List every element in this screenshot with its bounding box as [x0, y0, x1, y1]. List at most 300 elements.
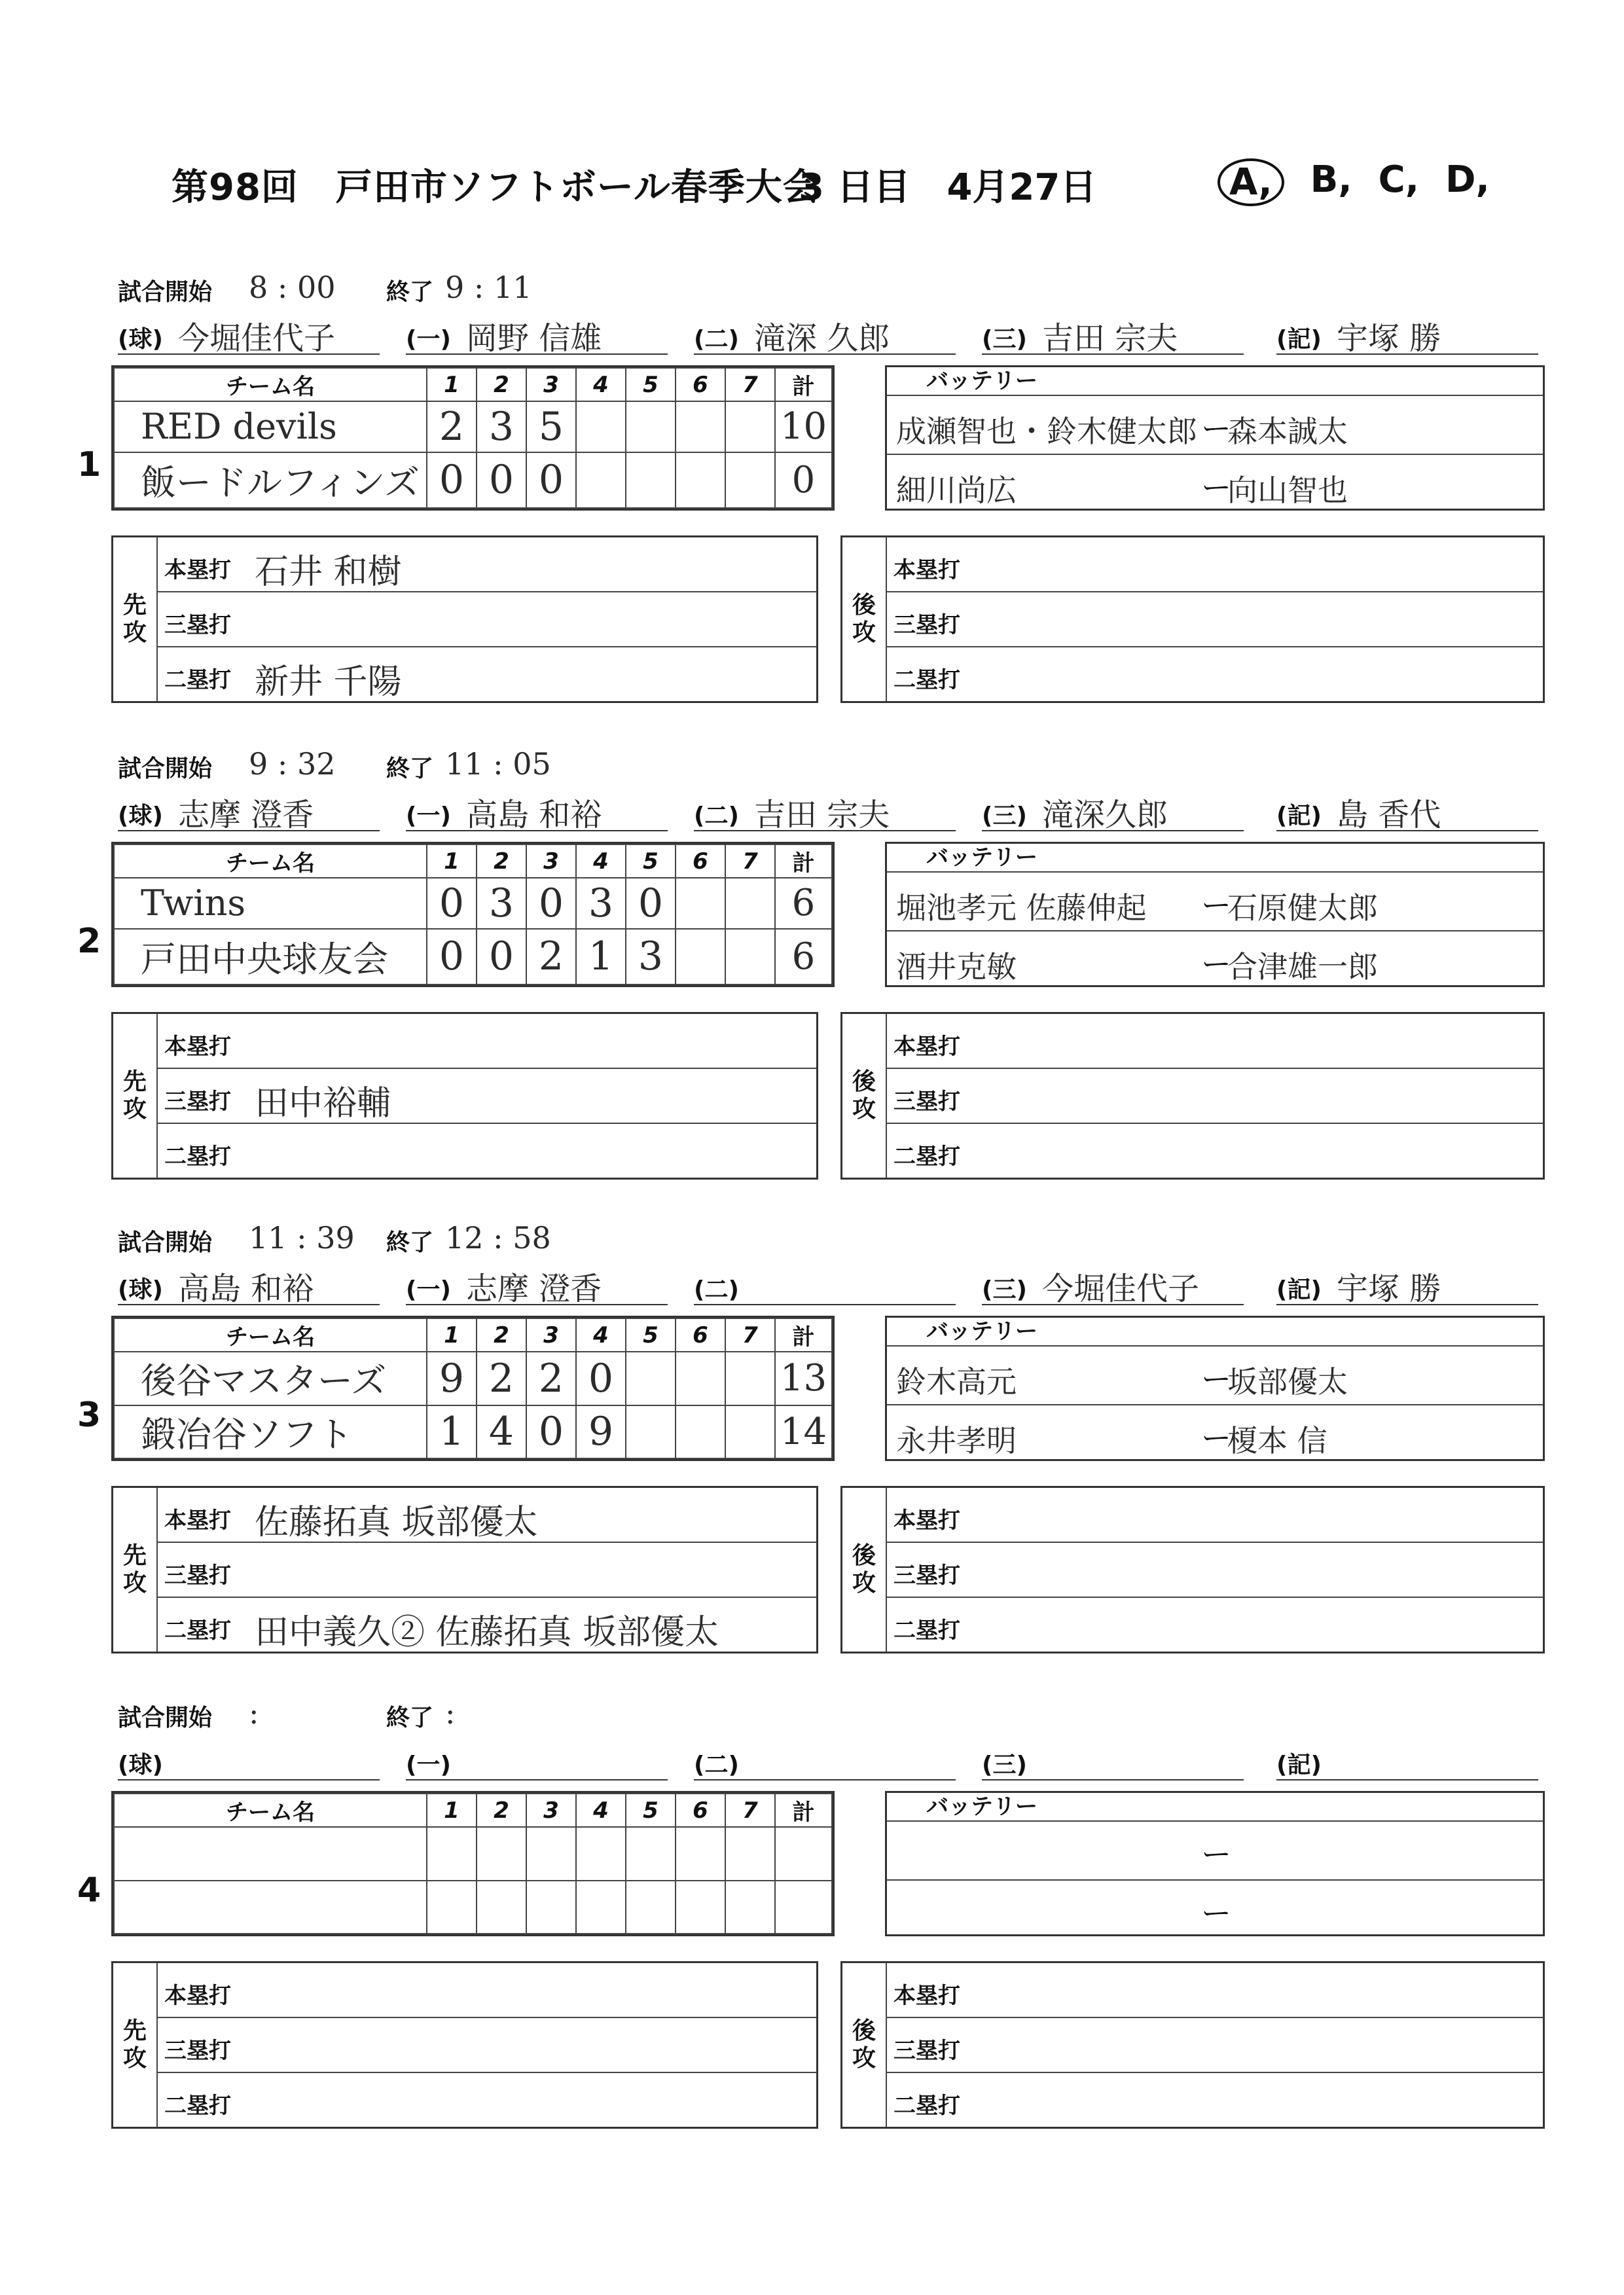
- umpire-third-label: (三): [982, 1276, 1027, 1303]
- scoreboard-table: [113, 367, 833, 509]
- second-attack-label: [842, 1014, 887, 1178]
- inning-score: [725, 878, 775, 929]
- double-row: [886, 1124, 1543, 1179]
- home-run-label: 本塁打: [164, 1983, 231, 2009]
- second-attack-hits-box: [840, 1012, 1545, 1180]
- inning-score: 1: [427, 1405, 477, 1459]
- hits-rows: [886, 1488, 1543, 1652]
- umpire-ball-label: (球): [118, 1276, 163, 1303]
- umpire-ball: [118, 1739, 380, 1780]
- header: [0, 152, 1624, 211]
- second-attack-label-char: 攻: [852, 2045, 876, 2072]
- umpire-first: [406, 789, 668, 831]
- scoreboard-header: [114, 1318, 832, 1352]
- triple-row: [886, 592, 1543, 647]
- inning-score: 0: [526, 878, 576, 929]
- catcher-names: 坂部優太: [1227, 1364, 1348, 1400]
- inning-score: 1: [576, 929, 626, 985]
- scoreboard: [111, 842, 835, 987]
- pitcher-names: 成瀬智也・鈴木健太郎: [896, 414, 1197, 449]
- second-attack-label-char: 攻: [852, 1096, 876, 1123]
- scoreboard-table: [113, 1793, 833, 1934]
- umpire-second: [694, 1263, 956, 1305]
- second-attack-hits-box: [840, 535, 1545, 703]
- umpire-first: [406, 1263, 668, 1305]
- hits-rows: [156, 1963, 816, 2127]
- umpire-record-label: (記): [1276, 803, 1322, 829]
- umpire-third-name: 吉田 宗夫: [1042, 320, 1178, 357]
- battery-dash: ー: [1201, 1420, 1231, 1456]
- inning-score: 9: [427, 1352, 477, 1405]
- team-name: 戸田中央球友会: [114, 929, 427, 985]
- umpire-second-name: 滝深 久郎: [754, 320, 890, 357]
- triple-label: 三塁打: [164, 612, 231, 638]
- total-score: 10: [775, 401, 832, 452]
- inning-header: 4: [576, 368, 626, 401]
- umpire-row: [118, 1263, 1538, 1305]
- pitcher-names: 堀池孝元 佐藤伸起: [896, 890, 1147, 926]
- team-name: [114, 1827, 427, 1881]
- total-header: 計: [775, 1318, 832, 1352]
- triple-row: [156, 592, 816, 647]
- inning-header: 1: [427, 1794, 477, 1827]
- scoreboard-header: [114, 368, 832, 401]
- umpire-record: [1276, 1739, 1538, 1780]
- first-attack-label-char: 攻: [122, 1096, 147, 1123]
- triple-row: [886, 1543, 1543, 1598]
- inning-score: [626, 1405, 676, 1459]
- inning-header: 2: [477, 844, 526, 878]
- inning-score: 2: [526, 1352, 576, 1405]
- total-score: 13: [775, 1352, 832, 1405]
- inning-score: 0: [576, 1352, 626, 1405]
- umpire-third: [982, 789, 1244, 831]
- battery-row: [887, 1822, 1543, 1881]
- double-players: 田中義久② 佐藤拓真 坂部優太: [255, 1613, 719, 1652]
- division-b: B,: [1310, 158, 1352, 201]
- end-time: :: [445, 1695, 456, 1731]
- team-row: [114, 1352, 832, 1405]
- home-run-row: [156, 1963, 816, 2018]
- page-title: 第98回 戸田市ソフトボール春季大会: [171, 166, 820, 209]
- home-run-label: 本塁打: [164, 1508, 231, 1534]
- umpire-ball-name: 高島 和裕: [178, 1271, 314, 1307]
- catcher-names: 石原健太郎: [1227, 890, 1378, 926]
- umpire-second: [694, 789, 956, 831]
- inning-score: 0: [427, 929, 477, 985]
- start-time: 11 : 39: [249, 1220, 355, 1256]
- inning-score: [477, 1881, 526, 1934]
- catcher-names: 合津雄一郎: [1227, 949, 1378, 985]
- triple-row: [156, 2018, 816, 2073]
- triple-row: [156, 1069, 816, 1124]
- scoreboard-header: [114, 1794, 832, 1827]
- home-run-label: 本塁打: [164, 557, 231, 583]
- umpire-second: [694, 313, 956, 355]
- umpire-first-name: 高島 和裕: [466, 797, 602, 833]
- inning-header: 3: [526, 1794, 576, 1827]
- double-row: [886, 647, 1543, 702]
- triple-row: [886, 2018, 1543, 2073]
- double-row: [886, 2073, 1543, 2128]
- umpire-third-name: 滝深久郎: [1042, 797, 1168, 833]
- total-header: 計: [775, 1794, 832, 1827]
- inning-score: [676, 1827, 725, 1881]
- inning-score: 0: [427, 878, 477, 929]
- double-row: [156, 1598, 816, 1653]
- umpire-first-label: (一): [406, 803, 451, 829]
- home-run-label: 本塁打: [893, 1983, 960, 2009]
- inning-score: 0: [477, 929, 526, 985]
- double-label: 二塁打: [893, 2093, 960, 2119]
- inning-score: [626, 1827, 676, 1881]
- second-attack-hits-box: [840, 1486, 1545, 1653]
- second-attack-label: [842, 537, 887, 701]
- umpire-first-name: 志摩 澄香: [466, 1271, 602, 1307]
- first-attack-label: [113, 537, 158, 701]
- second-attack-label-char: 攻: [852, 1570, 876, 1597]
- inning-header: 5: [626, 368, 676, 401]
- inning-score: 3: [477, 878, 526, 929]
- umpire-row: [118, 313, 1538, 355]
- umpire-row: [118, 789, 1538, 831]
- inning-score: 4: [477, 1405, 526, 1459]
- end-label: 終了: [386, 755, 434, 782]
- inning-score: [676, 401, 725, 452]
- start-time: 9 : 32: [249, 746, 336, 782]
- umpire-second-name: 吉田 宗夫: [754, 797, 890, 833]
- inning-header: 3: [526, 368, 576, 401]
- home-run-label: 本塁打: [164, 1034, 231, 1060]
- first-attack-label-char: 先: [122, 592, 147, 619]
- double-row: [886, 1598, 1543, 1653]
- umpire-record-label: (記): [1276, 1276, 1322, 1303]
- catcher-names: 榎本 信: [1227, 1423, 1327, 1458]
- team-row: [114, 1405, 832, 1459]
- hits-rows: [886, 1963, 1543, 2127]
- game-block: [0, 1694, 1624, 2165]
- scoreboard: [111, 365, 835, 511]
- battery-dash: ー: [1201, 1837, 1231, 1872]
- double-label: 二塁打: [164, 667, 231, 693]
- umpire-third: [982, 313, 1244, 355]
- umpire-record-name: 島 香代: [1337, 797, 1441, 833]
- team-row: [114, 452, 832, 508]
- inning-header: 6: [676, 844, 725, 878]
- umpire-second: [694, 1739, 956, 1780]
- inning-score: [626, 401, 676, 452]
- battery-row: [887, 1405, 1543, 1463]
- inning-header: 2: [477, 368, 526, 401]
- umpire-third-label: (三): [982, 1752, 1027, 1779]
- scoreboard-table: [113, 1318, 833, 1459]
- first-attack-hits-box: [111, 1486, 818, 1653]
- start-label: 試合開始: [118, 755, 213, 782]
- team-row: [114, 1827, 832, 1881]
- pitcher-names: 酒井克敏: [896, 949, 1017, 985]
- inning-header: 4: [576, 1794, 626, 1827]
- inning-score: 9: [576, 1405, 626, 1459]
- umpire-second-label: (二): [694, 803, 739, 829]
- inning-score: [676, 929, 725, 985]
- umpire-record: [1276, 789, 1538, 831]
- inning-score: [626, 1352, 676, 1405]
- umpire-record-label: (記): [1276, 1752, 1322, 1779]
- first-attack-hits-box: [111, 1961, 818, 2129]
- battery-dash: ー: [1201, 1896, 1231, 1931]
- end-label: 終了: [386, 1229, 434, 1256]
- home-run-row: [886, 1014, 1543, 1069]
- triple-label: 三塁打: [893, 1089, 960, 1115]
- first-attack-label: [113, 1488, 158, 1652]
- home-run-row: [156, 537, 816, 592]
- inning-score: [725, 452, 775, 508]
- first-attack-label-char: 攻: [122, 2045, 147, 2072]
- game-block: [0, 745, 1624, 1216]
- inning-score: [725, 1405, 775, 1459]
- battery-box: [885, 1316, 1545, 1461]
- inning-score: [676, 1352, 725, 1405]
- inning-score: 0: [526, 452, 576, 508]
- first-attack-label-char: 先: [122, 1068, 147, 1095]
- inning-header: 1: [427, 844, 477, 878]
- umpire-row: [118, 1739, 1538, 1780]
- scoreboard: [111, 1316, 835, 1461]
- double-label: 二塁打: [893, 1617, 960, 1644]
- first-attack-hits-box: [111, 535, 818, 703]
- umpire-third: [982, 1263, 1244, 1305]
- inning-score: 2: [526, 929, 576, 985]
- home-run-label: 本塁打: [893, 1508, 960, 1534]
- first-attack-hits-box: [111, 1012, 818, 1180]
- inning-score: [725, 1881, 775, 1934]
- second-attack-label-char: 後: [852, 1068, 876, 1095]
- umpire-record: [1276, 313, 1538, 355]
- inning-score: 5: [526, 401, 576, 452]
- double-row: [156, 2073, 816, 2128]
- umpire-first-name: 岡野 信雄: [466, 320, 602, 357]
- start-time: 8 : 00: [249, 270, 336, 305]
- battery-dash: ー: [1201, 888, 1231, 923]
- inning-header: 7: [725, 368, 775, 401]
- battery-dash: ー: [1201, 470, 1231, 505]
- umpire-first-label: (一): [406, 1276, 451, 1303]
- start-label: 試合開始: [118, 279, 213, 306]
- team-name: Twins: [114, 878, 427, 929]
- double-label: 二塁打: [164, 1617, 231, 1644]
- total-score: 14: [775, 1405, 832, 1459]
- double-label: 二塁打: [893, 1144, 960, 1170]
- inning-header: 1: [427, 1318, 477, 1352]
- team-name: 後谷マスターズ: [114, 1352, 427, 1405]
- pitcher-names: 細川尚広: [896, 473, 1017, 508]
- game-block: [0, 268, 1624, 740]
- hits-rows: [886, 1014, 1543, 1178]
- battery-row: [887, 931, 1543, 989]
- pitcher-names: 永井孝明: [896, 1423, 1017, 1458]
- double-row: [156, 647, 816, 702]
- inning-score: [676, 1405, 725, 1459]
- total-score: [775, 1881, 832, 1934]
- inning-score: [676, 1881, 725, 1934]
- inning-score: [676, 452, 725, 508]
- inning-score: 3: [626, 929, 676, 985]
- inning-header: 5: [626, 1318, 676, 1352]
- team-row: [114, 878, 832, 929]
- division-a: A,: [1218, 158, 1284, 206]
- triple-players: 田中裕輔: [255, 1084, 391, 1123]
- inning-score: [725, 929, 775, 985]
- team-name-header: チーム名: [114, 368, 427, 401]
- umpire-second-label: (二): [694, 326, 739, 353]
- umpire-record-label: (記): [1276, 326, 1322, 353]
- inning-score: 0: [526, 1405, 576, 1459]
- double-players: 新井 千陽: [255, 662, 402, 702]
- inning-header: 3: [526, 1318, 576, 1352]
- end-label: 終了: [386, 279, 434, 306]
- umpire-ball: [118, 313, 380, 355]
- inning-header: 7: [725, 1318, 775, 1352]
- start-label: 試合開始: [118, 1229, 213, 1256]
- inning-score: [626, 1881, 676, 1934]
- total-header: 計: [775, 844, 832, 878]
- inning-score: 2: [477, 1352, 526, 1405]
- inning-score: [427, 1827, 477, 1881]
- inning-header: 3: [526, 844, 576, 878]
- battery-row: [887, 1346, 1543, 1405]
- inning-score: [526, 1881, 576, 1934]
- battery-row: [887, 873, 1543, 931]
- first-attack-label-char: 攻: [122, 619, 147, 646]
- total-score: 6: [775, 929, 832, 985]
- battery-row: [887, 1881, 1543, 1938]
- first-attack-label: [113, 1014, 158, 1178]
- umpire-ball-name: 今堀佳代子: [178, 320, 336, 357]
- scoreboard: [111, 1791, 835, 1936]
- inning-score: [526, 1827, 576, 1881]
- triple-label: 三塁打: [164, 1563, 231, 1589]
- triple-label: 三塁打: [893, 612, 960, 638]
- start-time: :: [249, 1695, 259, 1731]
- hits-rows: [156, 537, 816, 701]
- battery-box: [885, 365, 1545, 511]
- start-label: 試合開始: [118, 1705, 213, 1731]
- inning-score: 3: [576, 878, 626, 929]
- end-time: 9 : 11: [445, 270, 532, 305]
- battery-dash: ー: [1201, 947, 1231, 982]
- umpire-ball-label: (球): [118, 1752, 163, 1779]
- second-attack-label-char: 後: [852, 2017, 876, 2044]
- second-attack-label-char: 後: [852, 1542, 876, 1569]
- inning-header: 2: [477, 1794, 526, 1827]
- hits-rows: [156, 1014, 816, 1178]
- umpire-ball: [118, 789, 380, 831]
- battery-row: [887, 455, 1543, 513]
- double-label: 二塁打: [164, 2093, 231, 2119]
- inning-header: 6: [676, 368, 725, 401]
- umpire-third: [982, 1739, 1244, 1780]
- inning-score: [576, 1881, 626, 1934]
- home-run-players: 佐藤拓真 坂部優太: [255, 1503, 538, 1542]
- inning-score: 3: [477, 401, 526, 452]
- double-label: 二塁打: [164, 1144, 231, 1170]
- inning-score: 0: [477, 452, 526, 508]
- team-row: [114, 929, 832, 985]
- battery-box: [885, 1791, 1545, 1936]
- team-name: RED devils: [114, 401, 427, 452]
- battery-row: [887, 396, 1543, 455]
- umpire-second-label: (二): [694, 1752, 739, 1779]
- game-number: 3: [77, 1396, 101, 1435]
- second-attack-label-char: 後: [852, 592, 876, 619]
- inning-header: 7: [725, 1794, 775, 1827]
- umpire-ball: [118, 1263, 380, 1305]
- inning-header: 1: [427, 368, 477, 401]
- umpire-record: [1276, 1263, 1538, 1305]
- battery-box: [885, 842, 1545, 987]
- triple-row: [156, 1543, 816, 1598]
- catcher-names: 向山智也: [1227, 473, 1348, 508]
- day-date: 3 日目 4月27日: [799, 166, 1097, 209]
- catcher-names: 森本誠太: [1227, 414, 1348, 449]
- inning-score: [725, 1827, 775, 1881]
- first-attack-label-char: 先: [122, 2017, 147, 2044]
- inning-header: 2: [477, 1318, 526, 1352]
- first-attack-label-char: 先: [122, 1542, 147, 1569]
- inning-header: 7: [725, 844, 775, 878]
- first-attack-label: [113, 1963, 158, 2127]
- inning-header: 6: [676, 1318, 725, 1352]
- umpire-first: [406, 1739, 668, 1780]
- triple-label: 三塁打: [164, 1089, 231, 1115]
- total-score: 6: [775, 878, 832, 929]
- triple-label: 三塁打: [893, 1563, 960, 1589]
- division-d: D,: [1445, 158, 1490, 201]
- umpire-ball-label: (球): [118, 803, 163, 829]
- umpire-ball-label: (球): [118, 326, 163, 353]
- scoreboard-table: [113, 844, 833, 985]
- total-score: [775, 1827, 832, 1881]
- battery-header: バッテリー: [887, 367, 1543, 396]
- second-attack-label: [842, 1488, 887, 1652]
- team-name: [114, 1881, 427, 1934]
- inning-score: [576, 452, 626, 508]
- inning-score: [576, 1827, 626, 1881]
- team-name-header: チーム名: [114, 1794, 427, 1827]
- second-attack-label-char: 攻: [852, 619, 876, 646]
- hits-rows: [886, 537, 1543, 701]
- team-name-header: チーム名: [114, 1318, 427, 1352]
- umpire-first-label: (一): [406, 1752, 451, 1779]
- inning-score: [676, 878, 725, 929]
- battery-dash: ー: [1201, 411, 1231, 446]
- umpire-ball-name: 志摩 澄香: [178, 797, 314, 833]
- battery-header: バッテリー: [887, 844, 1543, 873]
- inning-header: 4: [576, 1318, 626, 1352]
- inning-score: [576, 401, 626, 452]
- umpire-third-name: 今堀佳代子: [1042, 1271, 1200, 1307]
- total-score: 0: [775, 452, 832, 508]
- team-row: [114, 1881, 832, 1934]
- double-row: [156, 1124, 816, 1179]
- inning-header: 4: [576, 844, 626, 878]
- inning-score: 2: [427, 401, 477, 452]
- battery-header: バッテリー: [887, 1318, 1543, 1346]
- home-run-players: 石井 和樹: [255, 552, 402, 592]
- inning-score: 0: [427, 452, 477, 508]
- team-name-header: チーム名: [114, 844, 427, 878]
- team-row: [114, 401, 832, 452]
